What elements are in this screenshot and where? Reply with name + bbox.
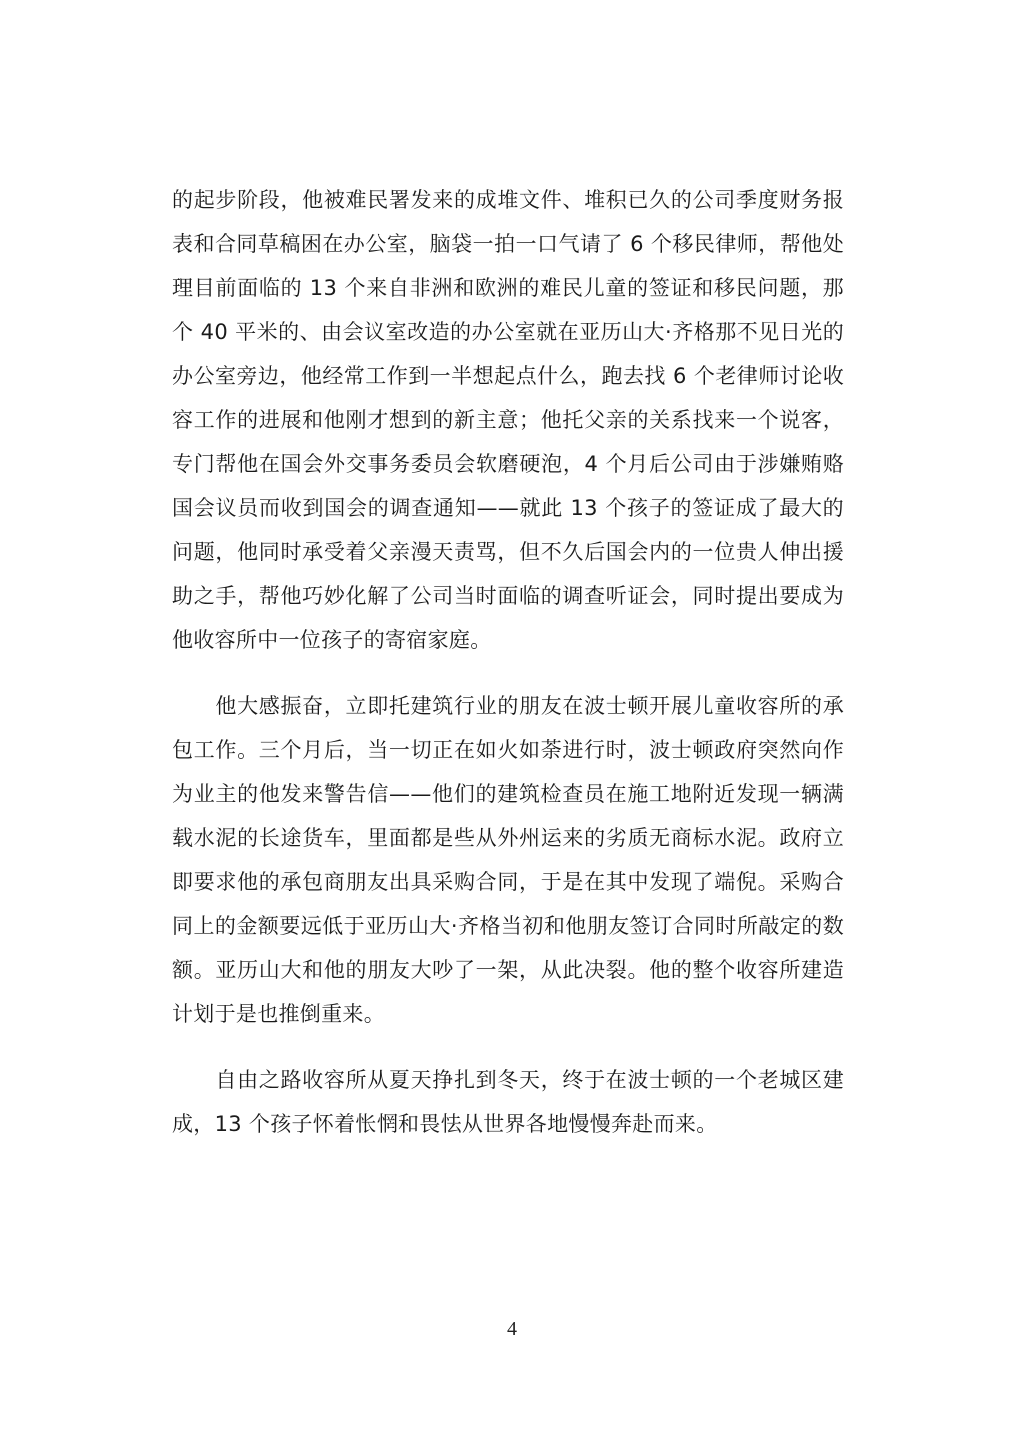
paragraph-3: 自由之路收容所从夏天挣扎到冬天，终于在波士顿的一个老城区建成，13 个孩子怀着怅惘和畏怯从世界各地慢慢奔赴而来。	[172, 1068, 844, 1136]
paragraph-1: 的起步阶段，他被难民署发来的成堆文件、堆积已久的公司季度财务报表和合同草稿困在办公室，脑袋一拍一口气请了 6 个移民律师，帮他处理目前面临的 13 个来自非洲和欧洲的难民儿童的签证和移民问题，那个 40 平米的、由会议室改造的办公室就在亚历山大·齐格那不见日光的办公室旁边，他经常工作到一半想起点什么，跑去找 6 个老律师讨论收容工作的进展和他刚才想到的新主意；他托父亲的关系找来一个说客，专门帮他在国会外交事务委员会软磨硬泡，4 个月后公司由于涉嫌贿赂国会议员而收到国会的调查通知——就此 13 个孩子的签证成了最大的问题，他同时承受着父亲漫天责骂，但不久后国会内的一位贵人伸出援助之手，帮他巧妙化解了公司当时面临的调查听证会，同时提出要成为他收容所中一位孩子的寄宿家庭。	[172, 188, 844, 652]
paragraph-2: 他大感振奋，立即托建筑行业的朋友在波士顿开展儿童收容所的承包工作。三个月后，当一切正在如火如荼进行时，波士顿政府突然向作为业主的他发来警告信——他们的建筑检查员在施工地附近发现一辆满载水泥的长途货车，里面都是些从外州运来的劣质无商标水泥。政府立即要求他的承包商朋友出具采购合同，于是在其中发现了端倪。采购合同上的金额要远低于亚历山大·齐格当初和他朋友签订合同时所敲定的数额。亚历山大和他的朋友大吵了一架，从此决裂。他的整个收容所建造计划于是也推倒重来。	[172, 694, 844, 1026]
page-number: 4	[507, 1318, 517, 1340]
body-text	[172, 178, 844, 1146]
